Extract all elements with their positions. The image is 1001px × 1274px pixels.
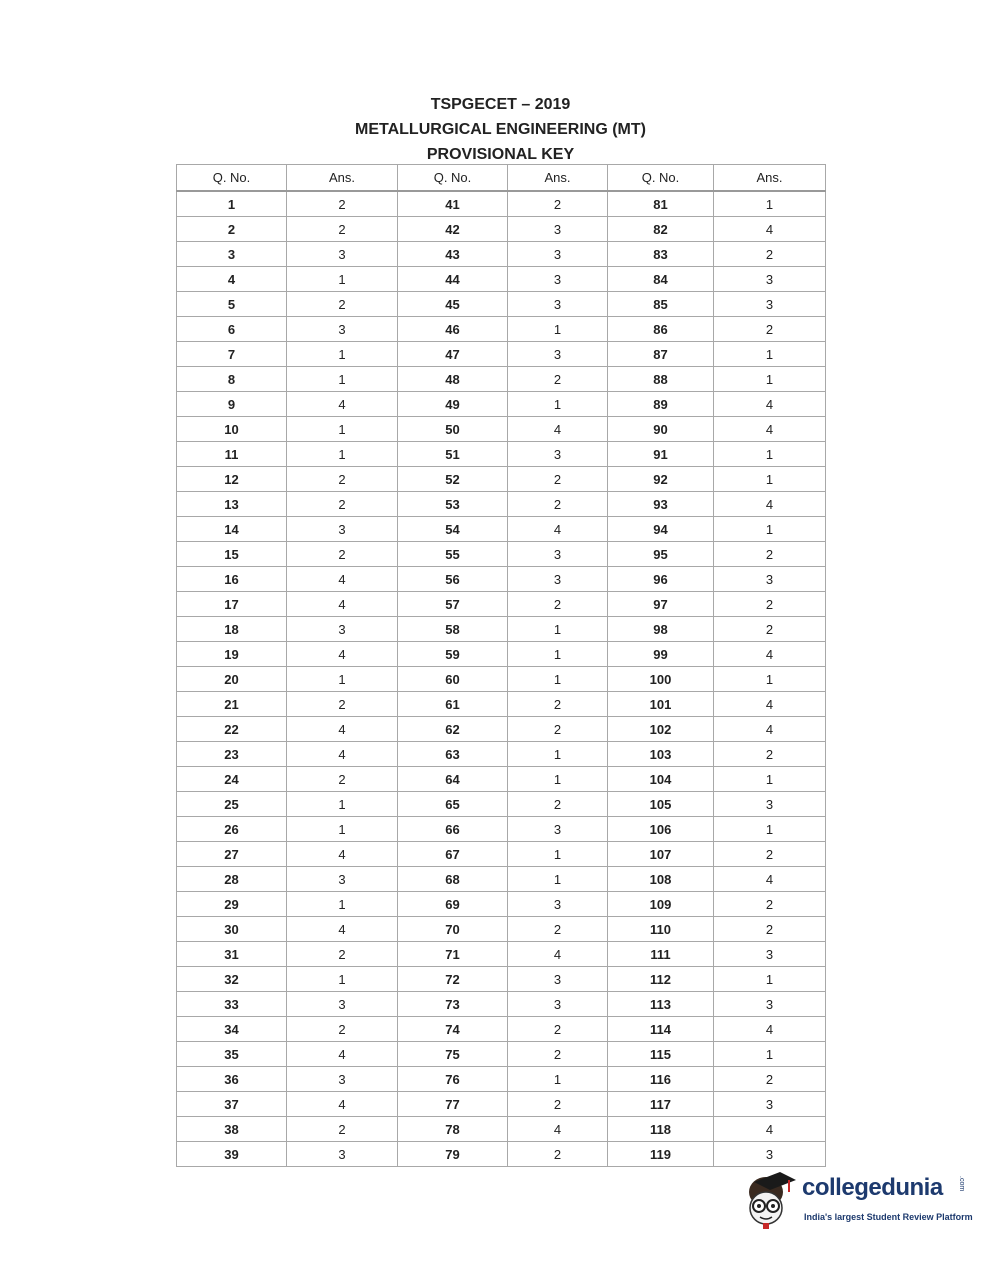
question-number-cell: 60 [398, 667, 508, 692]
table-row [177, 1142, 826, 1167]
answer-cell: 3 [714, 792, 826, 817]
answer-cell: 1 [287, 967, 398, 992]
answer-cell: 3 [508, 442, 608, 467]
column-header: Q. No. [608, 165, 714, 192]
question-number-cell: 106 [608, 817, 714, 842]
question-number-cell: 94 [608, 517, 714, 542]
answer-cell: 1 [508, 667, 608, 692]
answer-cell: 1 [287, 367, 398, 392]
question-number-cell: 75 [398, 1042, 508, 1067]
question-number-cell: 82 [608, 217, 714, 242]
table-row [177, 592, 826, 617]
answer-cell: 2 [287, 542, 398, 567]
question-number-cell: 59 [398, 642, 508, 667]
answer-cell: 2 [508, 492, 608, 517]
subject-title: METALLURGICAL ENGINEERING (MT) [355, 121, 646, 138]
question-number-cell: 39 [177, 1142, 287, 1167]
question-number-cell: 8 [177, 367, 287, 392]
answer-cell: 3 [508, 817, 608, 842]
question-number-cell: 86 [608, 317, 714, 342]
answer-cell: 4 [714, 217, 826, 242]
answer-cell: 2 [714, 592, 826, 617]
table-row [177, 642, 826, 667]
table-row [177, 617, 826, 642]
question-number-cell: 4 [177, 267, 287, 292]
answer-cell: 4 [714, 867, 826, 892]
answer-cell: 1 [508, 842, 608, 867]
answer-cell: 3 [508, 242, 608, 267]
question-number-cell: 42 [398, 217, 508, 242]
question-number-cell: 98 [608, 617, 714, 642]
answer-cell: 2 [714, 917, 826, 942]
question-number-cell: 71 [398, 942, 508, 967]
question-number-cell: 61 [398, 692, 508, 717]
question-number-cell: 5 [177, 292, 287, 317]
answer-cell: 1 [287, 342, 398, 367]
question-number-cell: 52 [398, 467, 508, 492]
answer-cell: 2 [287, 292, 398, 317]
question-number-cell: 17 [177, 592, 287, 617]
answer-cell: 2 [287, 217, 398, 242]
question-number-cell: 76 [398, 1067, 508, 1092]
question-number-cell: 112 [608, 967, 714, 992]
answer-cell: 1 [714, 467, 826, 492]
answer-cell: 1 [714, 191, 826, 217]
question-number-cell: 16 [177, 567, 287, 592]
column-header: Q. No. [398, 165, 508, 192]
answer-cell: 3 [287, 992, 398, 1017]
question-number-cell: 2 [177, 217, 287, 242]
question-number-cell: 44 [398, 267, 508, 292]
answer-cell: 3 [508, 892, 608, 917]
question-number-cell: 67 [398, 842, 508, 867]
answer-cell: 3 [714, 1092, 826, 1117]
answer-cell: 2 [508, 792, 608, 817]
table-row [177, 217, 826, 242]
answer-cell: 4 [714, 717, 826, 742]
answer-cell: 3 [714, 292, 826, 317]
answer-cell: 3 [508, 542, 608, 567]
answer-cell: 2 [508, 717, 608, 742]
answer-cell: 4 [714, 417, 826, 442]
answer-cell: 4 [714, 692, 826, 717]
table-row [177, 517, 826, 542]
answer-cell: 2 [714, 742, 826, 767]
question-number-cell: 113 [608, 992, 714, 1017]
answer-cell: 2 [287, 942, 398, 967]
answer-cell: 3 [287, 1142, 398, 1167]
table-row [177, 917, 826, 942]
table-row [177, 892, 826, 917]
table-row [177, 342, 826, 367]
answer-cell: 1 [508, 1067, 608, 1092]
answer-cell: 3 [508, 342, 608, 367]
answer-cell: 4 [287, 642, 398, 667]
answer-cell: 2 [714, 317, 826, 342]
answer-cell: 4 [714, 492, 826, 517]
table-row [177, 317, 826, 342]
table-row [177, 417, 826, 442]
question-number-cell: 64 [398, 767, 508, 792]
answer-cell: 3 [714, 567, 826, 592]
table-row [177, 1042, 826, 1067]
table-row [177, 267, 826, 292]
question-number-cell: 53 [398, 492, 508, 517]
question-number-cell: 12 [177, 467, 287, 492]
question-number-cell: 77 [398, 1092, 508, 1117]
answer-cell: 2 [287, 492, 398, 517]
question-number-cell: 3 [177, 242, 287, 267]
answer-cell: 1 [287, 417, 398, 442]
answer-cell: 2 [508, 467, 608, 492]
answer-cell: 3 [287, 867, 398, 892]
answer-cell: 4 [287, 717, 398, 742]
answer-cell: 1 [287, 267, 398, 292]
answer-cell: 2 [287, 767, 398, 792]
answer-cell: 3 [508, 267, 608, 292]
answer-cell: 4 [287, 592, 398, 617]
answer-cell: 1 [714, 817, 826, 842]
question-number-cell: 72 [398, 967, 508, 992]
question-number-cell: 43 [398, 242, 508, 267]
question-number-cell: 48 [398, 367, 508, 392]
question-number-cell: 45 [398, 292, 508, 317]
question-number-cell: 21 [177, 692, 287, 717]
answer-cell: 4 [287, 742, 398, 767]
answer-cell: 2 [287, 191, 398, 217]
question-number-cell: 66 [398, 817, 508, 842]
question-number-cell: 99 [608, 642, 714, 667]
question-number-cell: 58 [398, 617, 508, 642]
column-header: Ans. [508, 165, 608, 192]
answer-cell: 3 [287, 317, 398, 342]
question-number-cell: 103 [608, 742, 714, 767]
question-number-cell: 38 [177, 1117, 287, 1142]
question-number-cell: 78 [398, 1117, 508, 1142]
key-title: PROVISIONAL KEY [426, 146, 575, 163]
question-number-cell: 14 [177, 517, 287, 542]
answer-cell: 2 [508, 1092, 608, 1117]
question-number-cell: 51 [398, 442, 508, 467]
answer-cell: 1 [508, 642, 608, 667]
question-number-cell: 9 [177, 392, 287, 417]
answer-cell: 4 [508, 417, 608, 442]
answer-cell: 4 [287, 392, 398, 417]
answer-cell: 1 [714, 342, 826, 367]
table-row [177, 1092, 826, 1117]
exam-title: TSPGECET – 2019 [430, 96, 571, 113]
question-number-cell: 26 [177, 817, 287, 842]
table-row [177, 817, 826, 842]
question-number-cell: 10 [177, 417, 287, 442]
table-row [177, 292, 826, 317]
answer-cell: 1 [508, 767, 608, 792]
question-number-cell: 100 [608, 667, 714, 692]
answer-cell: 2 [714, 892, 826, 917]
answer-cell: 2 [287, 1017, 398, 1042]
table-row [177, 467, 826, 492]
table-row [177, 442, 826, 467]
answer-cell: 3 [287, 242, 398, 267]
question-number-cell: 116 [608, 1067, 714, 1092]
question-number-cell: 115 [608, 1042, 714, 1067]
question-number-cell: 46 [398, 317, 508, 342]
question-number-cell: 97 [608, 592, 714, 617]
table-row [177, 1017, 826, 1042]
question-number-cell: 93 [608, 492, 714, 517]
answer-cell: 3 [714, 992, 826, 1017]
question-number-cell: 41 [398, 191, 508, 217]
question-number-cell: 28 [177, 867, 287, 892]
question-number-cell: 63 [398, 742, 508, 767]
answer-cell: 3 [714, 267, 826, 292]
question-number-cell: 73 [398, 992, 508, 1017]
document-header [0, 92, 1001, 167]
answer-cell: 1 [287, 892, 398, 917]
table-row [177, 867, 826, 892]
answer-cell: 4 [508, 1117, 608, 1142]
answer-cell: 1 [714, 767, 826, 792]
brand-tagline: India's largest Student Review Platform [804, 1212, 973, 1222]
answer-key-table [176, 164, 826, 1167]
table-body [177, 191, 826, 1167]
answer-cell: 1 [287, 792, 398, 817]
answer-cell: 3 [508, 967, 608, 992]
question-number-cell: 87 [608, 342, 714, 367]
question-number-cell: 65 [398, 792, 508, 817]
question-number-cell: 22 [177, 717, 287, 742]
answer-cell: 2 [508, 1142, 608, 1167]
question-number-cell: 15 [177, 542, 287, 567]
answer-cell: 1 [508, 742, 608, 767]
answer-cell: 2 [508, 1017, 608, 1042]
answer-cell: 1 [508, 317, 608, 342]
answer-cell: 3 [287, 617, 398, 642]
answer-cell: 3 [287, 1067, 398, 1092]
answer-cell: 4 [287, 1042, 398, 1067]
question-number-cell: 1 [177, 191, 287, 217]
question-number-cell: 49 [398, 392, 508, 417]
answer-cell: 1 [714, 367, 826, 392]
answer-cell: 2 [714, 842, 826, 867]
answer-cell: 3 [714, 1142, 826, 1167]
table-row [177, 992, 826, 1017]
table-row [177, 1117, 826, 1142]
question-number-cell: 55 [398, 542, 508, 567]
answer-cell: 2 [508, 692, 608, 717]
question-number-cell: 118 [608, 1117, 714, 1142]
question-number-cell: 68 [398, 867, 508, 892]
table-row [177, 367, 826, 392]
answer-cell: 2 [714, 1067, 826, 1092]
table-row [177, 242, 826, 267]
question-number-cell: 117 [608, 1092, 714, 1117]
question-number-cell: 110 [608, 917, 714, 942]
answer-cell: 4 [714, 1017, 826, 1042]
mascot-icon [740, 1168, 800, 1232]
question-number-cell: 104 [608, 767, 714, 792]
question-number-cell: 109 [608, 892, 714, 917]
answer-cell: 2 [714, 242, 826, 267]
question-number-cell: 24 [177, 767, 287, 792]
question-number-cell: 34 [177, 1017, 287, 1042]
table-row [177, 767, 826, 792]
question-number-cell: 33 [177, 992, 287, 1017]
question-number-cell: 90 [608, 417, 714, 442]
question-number-cell: 84 [608, 267, 714, 292]
question-number-cell: 105 [608, 792, 714, 817]
answer-cell: 4 [714, 642, 826, 667]
answer-cell: 2 [287, 467, 398, 492]
question-number-cell: 91 [608, 442, 714, 467]
column-header: Ans. [287, 165, 398, 192]
question-number-cell: 88 [608, 367, 714, 392]
brand-name: collegedunia [802, 1174, 943, 1201]
table-row [177, 792, 826, 817]
question-number-cell: 35 [177, 1042, 287, 1067]
question-number-cell: 83 [608, 242, 714, 267]
table-row [177, 392, 826, 417]
question-number-cell: 54 [398, 517, 508, 542]
table-row [177, 742, 826, 767]
answer-cell: 4 [714, 392, 826, 417]
answer-cell: 1 [714, 517, 826, 542]
table-row [177, 567, 826, 592]
answer-cell: 4 [508, 942, 608, 967]
question-number-cell: 29 [177, 892, 287, 917]
answer-cell: 1 [508, 617, 608, 642]
question-number-cell: 25 [177, 792, 287, 817]
table-row [177, 692, 826, 717]
question-number-cell: 13 [177, 492, 287, 517]
answer-cell: 2 [508, 1042, 608, 1067]
question-number-cell: 36 [177, 1067, 287, 1092]
question-number-cell: 30 [177, 917, 287, 942]
question-number-cell: 101 [608, 692, 714, 717]
answer-cell: 4 [714, 1117, 826, 1142]
question-number-cell: 114 [608, 1017, 714, 1042]
question-number-cell: 96 [608, 567, 714, 592]
column-header: Q. No. [177, 165, 287, 192]
answer-cell: 2 [714, 617, 826, 642]
question-number-cell: 31 [177, 942, 287, 967]
question-number-cell: 50 [398, 417, 508, 442]
answer-cell: 4 [508, 517, 608, 542]
answer-cell: 1 [508, 867, 608, 892]
table-row [177, 492, 826, 517]
question-number-cell: 11 [177, 442, 287, 467]
question-number-cell: 92 [608, 467, 714, 492]
question-number-cell: 6 [177, 317, 287, 342]
answer-cell: 2 [714, 542, 826, 567]
question-number-cell: 85 [608, 292, 714, 317]
answer-cell: 4 [287, 842, 398, 867]
question-number-cell: 27 [177, 842, 287, 867]
answer-cell: 2 [287, 692, 398, 717]
answer-cell: 1 [714, 967, 826, 992]
answer-cell: 1 [508, 392, 608, 417]
answer-cell: 2 [287, 1117, 398, 1142]
column-header: Ans. [714, 165, 826, 192]
answer-cell: 4 [287, 917, 398, 942]
question-number-cell: 56 [398, 567, 508, 592]
table-row [177, 967, 826, 992]
question-number-cell: 70 [398, 917, 508, 942]
table-row [177, 1067, 826, 1092]
answer-cell: 1 [714, 667, 826, 692]
answer-cell: 3 [508, 567, 608, 592]
brand-suffix: .com [958, 1176, 965, 1192]
question-number-cell: 20 [177, 667, 287, 692]
answer-cell: 1 [287, 667, 398, 692]
question-number-cell: 57 [398, 592, 508, 617]
question-number-cell: 74 [398, 1017, 508, 1042]
question-number-cell: 47 [398, 342, 508, 367]
answer-cell: 3 [714, 942, 826, 967]
answer-cell: 1 [287, 442, 398, 467]
table-header-row [177, 165, 826, 192]
table-row [177, 667, 826, 692]
table-row [177, 942, 826, 967]
question-number-cell: 119 [608, 1142, 714, 1167]
question-number-cell: 18 [177, 617, 287, 642]
answer-cell: 1 [287, 817, 398, 842]
question-number-cell: 32 [177, 967, 287, 992]
question-number-cell: 111 [608, 942, 714, 967]
question-number-cell: 23 [177, 742, 287, 767]
question-number-cell: 89 [608, 392, 714, 417]
question-number-cell: 19 [177, 642, 287, 667]
question-number-cell: 95 [608, 542, 714, 567]
question-number-cell: 108 [608, 867, 714, 892]
question-number-cell: 107 [608, 842, 714, 867]
question-number-cell: 62 [398, 717, 508, 742]
answer-cell: 4 [287, 567, 398, 592]
answer-cell: 3 [508, 217, 608, 242]
question-number-cell: 69 [398, 892, 508, 917]
question-number-cell: 102 [608, 717, 714, 742]
answer-cell: 2 [508, 917, 608, 942]
table-row [177, 717, 826, 742]
answer-cell: 2 [508, 191, 608, 217]
answer-cell: 1 [714, 442, 826, 467]
table-row [177, 842, 826, 867]
question-number-cell: 37 [177, 1092, 287, 1117]
answer-cell: 3 [287, 517, 398, 542]
answer-cell: 4 [287, 1092, 398, 1117]
question-number-cell: 79 [398, 1142, 508, 1167]
table-row [177, 542, 826, 567]
answer-cell: 3 [508, 292, 608, 317]
question-number-cell: 7 [177, 342, 287, 367]
answer-cell: 2 [508, 592, 608, 617]
answer-cell: 1 [714, 1042, 826, 1067]
answer-cell: 3 [508, 992, 608, 1017]
question-number-cell: 81 [608, 191, 714, 217]
collegedunia-logo [740, 1168, 980, 1238]
answer-cell: 2 [508, 367, 608, 392]
table-row [177, 191, 826, 217]
